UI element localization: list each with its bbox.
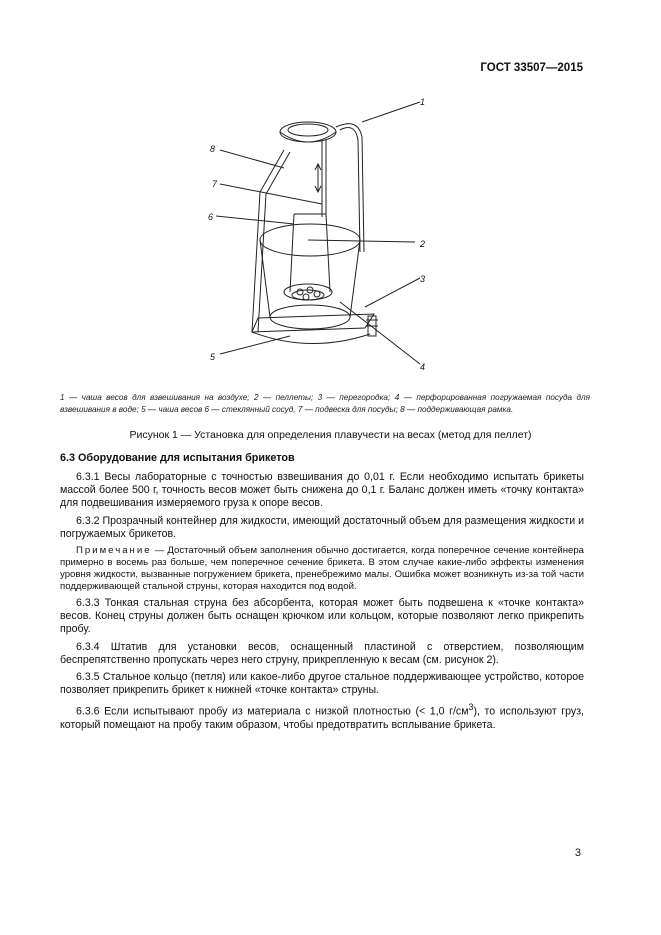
- label-4: 4: [420, 362, 426, 372]
- label-3: 3: [420, 274, 426, 284]
- body-text: [60, 471, 584, 736]
- figure-title: Рисунок 1 — Установка для определения плавучести на весах (метод для пеллет): [129, 429, 532, 441]
- paragraph-6-3-4: 6.3.4 Штатив для установки весов, оснащенный пластиной с отверстием, позволяющим беспрепятственно пропускать через него струну, прикрепленную к весам (см. рисунок 2).: [60, 640, 584, 666]
- label-2: 2: [420, 239, 426, 249]
- figure-1-apparatus-drawing: [190, 92, 440, 380]
- page-number: 3: [574, 847, 581, 859]
- note-paragraph: Примечание — Достаточный объем заполнения обычно достигается, когда поперечное сечение контейнера примерно в восемь раз больше, чем поперечное сечение брикета. В этом случае какие-либо эффекты изменения уровня жидкости, вызванные погружением брикета, пренебрежимо малы. Ошибка может возникнуть из-за той части поддерживающей стальной струны, которая находится под водой.: [60, 545, 584, 593]
- label-1: 1: [420, 97, 426, 107]
- paragraph-6-3-6: 6.3.6 Если испытывают пробу из материала с низкой плотностью (< 1,0 $г/см^3$), то используют груз, который помещают на пробу таким образом, чтобы предотвратить всплывание брикета.: [60, 702, 585, 732]
- label-8: 8: [210, 144, 216, 154]
- document-code: ГОСТ 33507—2015: [480, 62, 583, 74]
- label-5: 5: [210, 352, 216, 362]
- paragraph-6-3-3: 6.3.3 Тонкая стальная струна без абсорбента, которая может быть подвешена к «точке контакта» весов. Конец струны должен быть оснащен крючком или кольцом, которые позволяют легко прикрепить пробу.: [60, 597, 584, 636]
- section-heading: 6.3 Оборудование для испытания брикетов: [60, 452, 295, 464]
- paragraph-6-3-2: 6.3.2 Прозрачный контейнер для жидкости, имеющий достаточный объем для размещения жидкости и погружаемых брикетов.: [60, 514, 584, 540]
- label-6: 6: [208, 212, 214, 222]
- paragraph-6-3-1: 6.3.1 Весы лабораторные с точностью взвешивания до 0,01 г. Если необходимо испытать брикеты массой более 500 г, точность весов может быть снижена до 0,1 г. Баланс должен иметь «точку контакта» для подвешивания измеряемого груза к опоре весов.: [60, 471, 584, 510]
- figure-legend: 1 — чаша весов для взвешивания на воздухе; 2 — пеллеты; 3 — перегородка; 4 — перфорированная погружаемая посуда для взвешивания в воде; 5 — чаша весов 6 — стеклянный сосуд, 7 — подвеска для посуды; 8 — поддерживающая рамка.: [60, 393, 591, 414]
- paragraph-6-3-5: 6.3.5 Стальное кольцо (петля) или какое-либо другое стальное поддерживающее устройство, которое позволяет прикрепить брикет к нижней «точке контакта» струны.: [60, 671, 584, 697]
- label-7: 7: [212, 179, 218, 189]
